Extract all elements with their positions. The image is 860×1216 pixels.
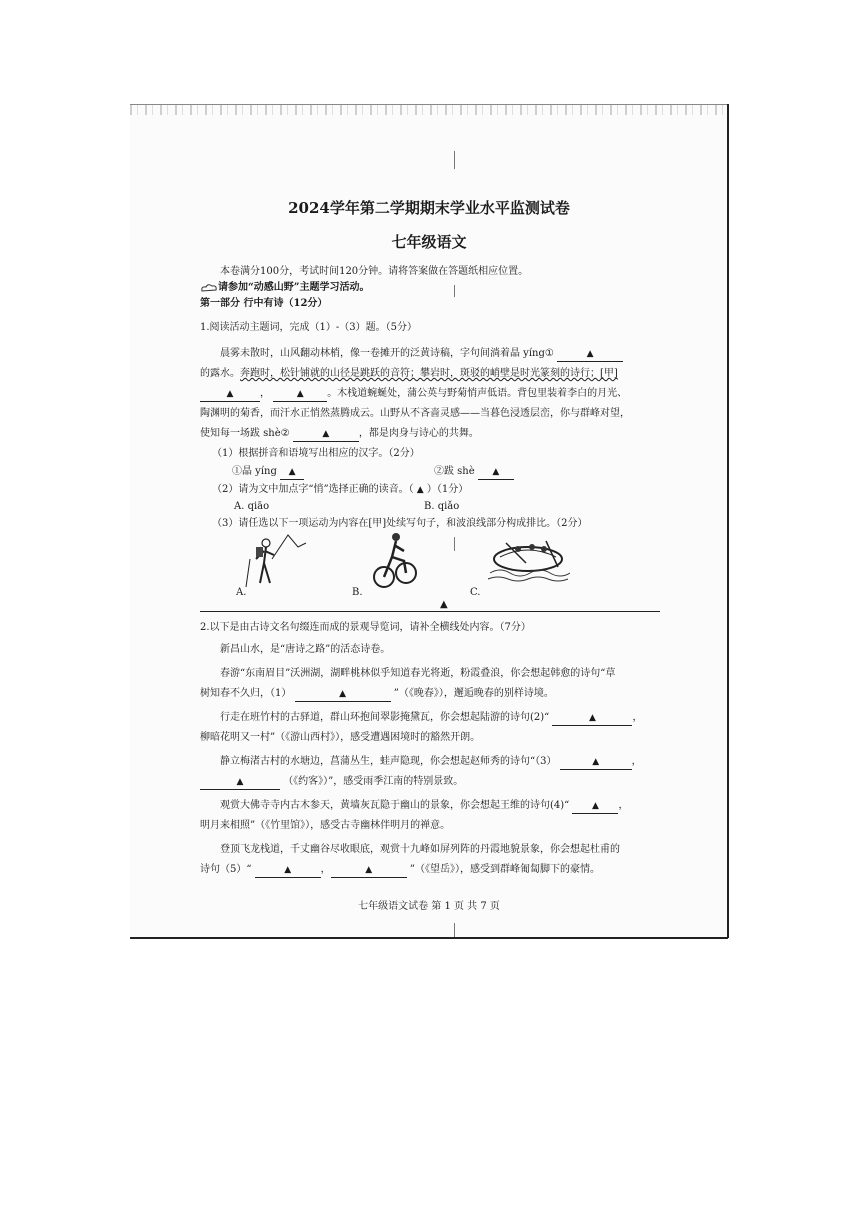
cycling-illustration [370,529,418,591]
fold-mark [454,151,455,169]
fold-mark [454,285,455,297]
passage-line [200,427,479,442]
intro-activity-text: 请参加“动感山野”主题学习活动。 [218,282,370,293]
answer-blank-3a[interactable] [560,755,632,770]
guide-line [200,775,463,790]
exam-subtitle: 七年级语文 [391,233,467,251]
passage-text: 的露水。 [200,368,240,379]
blank-marker: ▲ [592,801,599,811]
passage-line [200,367,618,380]
passage-text: 晨雾未散时，山风翻动林梢，像一卷摊开的泛黄诗稿，字句间淌着晶 yíng① [220,348,554,359]
guide-line: 柳暗花明又一村”（《游山西村》），感受遭遇困境时的豁然开朗。 [200,732,481,743]
scan-noise [130,105,728,115]
passage-line [220,347,623,362]
exam-page [130,104,728,939]
intro-activity [200,281,370,294]
passage-text: 。木栈道蜿蜒处，蒲公英与野菊悄声低语。背包里装着李白的月光、 [327,388,628,399]
guide-line: 观赏大佛寺寺内古木参天，黄墙灰瓦隐于幽山的景象，你会想起王维的诗句(4)“ ▲ ， [220,799,628,814]
exam-title: 2024学年第二学期期末学业水平监测试卷 [288,199,570,217]
answer-blank[interactable] [293,427,359,442]
q2-prompt: 2.以下是由古诗文名句缀连而成的景观导览词，请补全横线处内容。（7分） [200,622,531,633]
hiking-illustration [242,529,308,591]
guide-text: ”（《晚春》），邂逅晚春的别样诗境。 [393,688,554,699]
blank-marker: ▲ [339,689,347,699]
sub-label: （2）请为文中加点字“悄”选择正确的读音。（ [212,484,414,495]
answer-blank-5a[interactable] [255,863,321,878]
guide-line: 明月来相照”（《竹里馆》），感受古寺幽林伴明月的禅意。 [200,820,451,831]
blank-marker: ▲ [586,349,594,359]
blank-marker: ▲ [492,467,500,477]
page-edge [727,104,729,938]
option-b: B. qiǎo [424,501,460,512]
answer-blank-1[interactable] [295,687,391,702]
blank-marker: ▲ [284,865,292,875]
guide-text: ”（《望岳》），感受到群峰匍匐脚下的豪情。 [409,864,600,875]
passage-line: 陶渊明的菊香，而汗水正悄然蒸腾成云。山野从不吝啬灵感——当暮色浸透层峦，你与群峰对望， [200,408,630,419]
guide-text: 静立梅渚古村的水塘边，菖蒲丛生，蛙声隐现，你会想起赵师秀的诗句“（3） [220,756,557,767]
guide-text: （《约客》）”，感受雨季江南的特别景致。 [283,776,464,787]
blank-marker: ▲ [589,713,596,723]
blank-marker: ▲ [226,389,234,399]
wavy-underlined-text: 奔跑时，松针铺就的山径是跳跃的音符；攀岩时，斑驳的峭壁是时光篆刻的诗行；[甲] [240,368,618,379]
answer-blank[interactable] [280,465,304,480]
cloud-icon [200,283,218,293]
image-label-a: A. [236,587,247,598]
answer-line-marker: ▲ [440,599,448,610]
rafting-illustration [486,533,570,583]
fold-mark [454,537,455,551]
q1-sub1: （1）根据拼音和语境写出相应的汉字。（2分） [212,448,420,459]
guide-text: 诗句（5）“ [200,864,252,875]
guide-line [200,687,554,702]
fold-mark [454,923,455,937]
sub-label: ②跋 shè [434,466,475,477]
guide-line: 诗句（5）“ ▲ ， ▲ ”（《望岳》），感受到群峰匍匐脚下的豪情。 [200,863,600,878]
intro-line: 本卷满分100分，考试时间120分钟。请将答案做在答题纸相应位置。 [220,266,529,277]
passage-text: 使知每一场跋 shè② [200,428,290,439]
q1-sub2 [212,483,468,497]
blank-marker: ▲ [322,429,330,439]
answer-blank[interactable] [273,387,327,402]
answer-blank-5b[interactable] [331,863,407,878]
passage-line: ▲ ， ▲ 。木栈道蜿蜒处，蒲公英与野菊悄声低语。背包里装着李白的月光、 [200,387,627,402]
answer-blank-4[interactable] [572,799,618,814]
guide-line: 静立梅渚古村的水塘边，菖蒲丛生，蛙声隐现，你会想起赵师秀的诗句“（3） ▲ ， [220,755,642,770]
option-a: A. qiāo [234,501,270,512]
blank-marker: ▲ [296,389,304,399]
image-label-c: C. [470,587,481,598]
q1-sub1a [232,465,304,480]
guide-text: 观赏大佛寺寺内古木参天，黄墙灰瓦隐于幽山的景象，你会想起王维的诗句(4)“ [220,800,570,811]
answer-blank[interactable] [200,387,260,402]
guide-line: 行走在班竹村的古驿道，群山环抱间翠影掩黛瓦，你会想起陆游的诗句(2)“ ▲ ， [220,711,642,726]
answer-blank-2[interactable] [552,711,632,726]
guide-text: 树知春不久归，（1） [200,688,292,699]
q1-prompt: 1.阅读活动主题词，完成（1）-（3）题。（5分） [200,322,418,333]
q1-sub1b [434,465,514,480]
q1-sub3: （3）请任选以下一项运动为内容在[甲]处续写句子，和波浪线部分构成排比。（2分） [212,518,588,529]
blank-marker: ▲ [236,777,244,787]
guide-line: 新昌山水，是“唐诗之路”的活态诗卷。 [220,644,391,655]
passage-text: ，都是肉身与诗心的共舞。 [358,428,479,439]
guide-line: 登顶飞龙栈道，千丈幽谷尽收眼底，观赏十九峰如屏列阵的丹霞地貌景象，你会想起杜甫的 [220,844,620,855]
blank-marker: ▲ [288,467,296,477]
blank-marker: ▲ [592,757,600,767]
choice-blank[interactable]: ▲ [416,485,424,495]
sub-label: ）（1分） [426,484,469,495]
answer-blank[interactable] [478,465,514,480]
answer-blank-3b[interactable] [200,775,280,790]
page-footer: 七年级语文试卷 第 1 页 共 7 页 [358,901,500,912]
guide-line: 春游“东南眉目”沃洲湖，湖畔桃林似乎知道春光将逝，粉霞叠浪，你会想起韩愈的诗句“草 [220,668,616,679]
answer-line[interactable] [200,611,660,612]
guide-text: 行走在班竹村的古驿道，群山环抱间翠影掩黛瓦，你会想起陆游的诗句(2)“ [220,712,550,723]
part1-heading: 第一部分 行中有诗（12分） [200,298,328,309]
image-label-b: B. [352,587,363,598]
sub-label: ①晶 yíng [232,466,277,477]
blank-marker: ▲ [365,865,373,875]
answer-blank[interactable] [557,347,623,362]
